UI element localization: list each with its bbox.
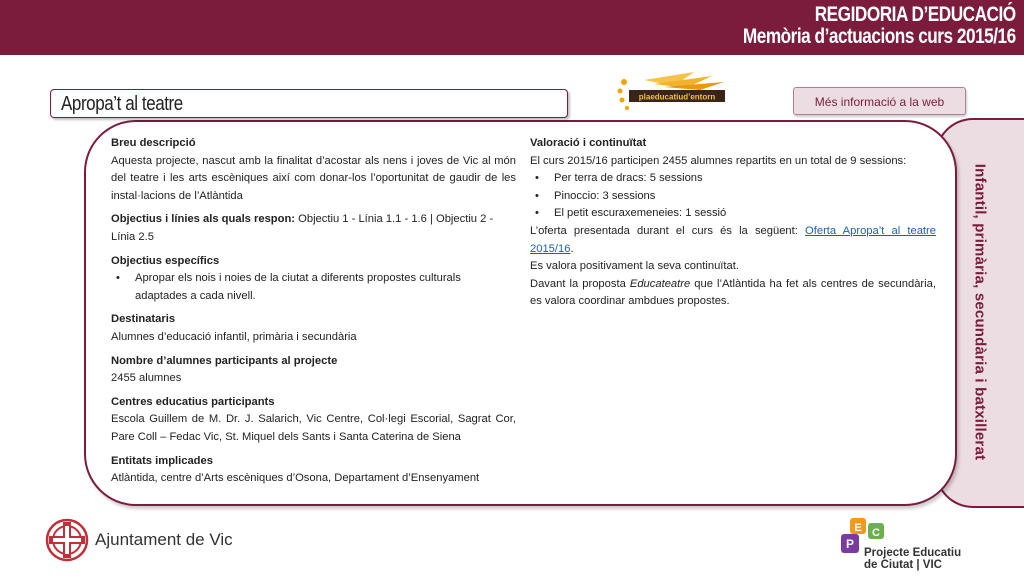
nombre-heading: Nombre d’alumnes participants al projecte: [111, 354, 338, 367]
header-title: [743, 4, 1016, 48]
pla-logo-graphic: [614, 72, 732, 118]
valorada-text: Es valora positivament la seva continuïtat.: [530, 260, 739, 273]
sessions-list: [530, 170, 936, 223]
list-item: • Apropar els nois i noies de la ciutat a diferents propostes culturals adaptades a cada nivell.: [135, 270, 516, 305]
header-bar: [0, 0, 1024, 55]
header-line-2: Memòria d’actuacions curs 2015/16: [743, 25, 1016, 48]
vic-shield-icon: [45, 517, 89, 563]
projecte-educatiu-logo: [840, 517, 980, 575]
svg-text:C: C: [872, 527, 880, 539]
centres-heading: Centres educatius participants: [111, 395, 275, 408]
list-item: • El petit escuraxemeneies: 1 sessió: [554, 205, 936, 223]
page-title: Apropa’t al teatre: [50, 89, 568, 118]
oferta-link[interactable]: Oferta Apropa’t al teatre 2015/16: [530, 224, 936, 255]
destinataris-text: Alumnes d’educació infantil, primària i secundària: [111, 330, 357, 343]
destinataris-heading: Destinataris: [111, 313, 176, 326]
entitats-heading: Entitats implicades: [111, 454, 213, 467]
side-label: Infantil, primària, secundària i batxillerat: [971, 163, 989, 461]
objectius-line: Objectius i línies als quals respon: Objectiu 1 - Línia 1.1 - 1.6 | Objectiu 2 - Línia 2.5: [111, 213, 494, 243]
descripcio-text: Aquesta projecte, nascut amb la finalitat d’acostar als nens i joves de Vic al món del teatre i les arts escèniques així com donar-los l’oportunitat de gaudir de les instal·lacions de l’Atlàntida: [111, 154, 516, 202]
especifics-heading: Objectius específics: [111, 254, 220, 267]
oferta-text: L’oferta presentada durant el curs és la següent: Oferta Apropa’t al teatre 2015/16.: [530, 224, 936, 255]
svg-text:P: P: [845, 537, 855, 551]
left-column: [111, 135, 516, 488]
header-line-1: REGIDORIA D’EDUCACIÓ: [815, 3, 1016, 26]
especifics-list: [111, 270, 516, 305]
right-column: [530, 135, 936, 311]
valoracio-heading: Valoració i continuïtat: [530, 137, 647, 149]
list-item: • Pinoccio: 3 sessions: [554, 188, 936, 206]
descripcio-heading: Breu descripció: [111, 137, 196, 149]
entitats-text: Atlàntida, centre d’Arts escèniques d’Osona, Departament d’Ensenyament: [111, 472, 480, 485]
pec-text: Projecte Educatiu de Ciutat | VIC: [864, 547, 962, 571]
valoracio-intro: El curs 2015/16 participen 2455 alumnes repartits en un total de 9 sessions:: [530, 154, 907, 167]
svg-text:E: E: [854, 522, 862, 534]
ajuntament-vic-text: Ajuntament de Vic: [95, 530, 233, 549]
more-info-web-button[interactable]: Més informació a la web: [793, 87, 966, 115]
list-item: • Per terra de dracs: 5 sessions: [554, 170, 936, 188]
centres-text: Escola Guillem de M. Dr. J. Salarich, Vic Centre, Col·legi Escorial, Sagrat Cor, Pare Coll – Fedac Vic, St. Miquel dels Sants i Santa Caterina de Siena: [111, 413, 516, 443]
nombre-text: 2455 alumnes: [111, 372, 182, 385]
ajuntament-vic-logo: [45, 517, 245, 567]
pla-educatiu-logo: [614, 72, 732, 118]
svg-text:plaeducatiud’entorn: plaeducatiud’entorn: [638, 92, 716, 102]
davant-text: Davant la proposta Educateatre que l’Atlàntida ha fet als centres de secundària, es valora coordinar ambdues propostes.: [530, 277, 936, 308]
